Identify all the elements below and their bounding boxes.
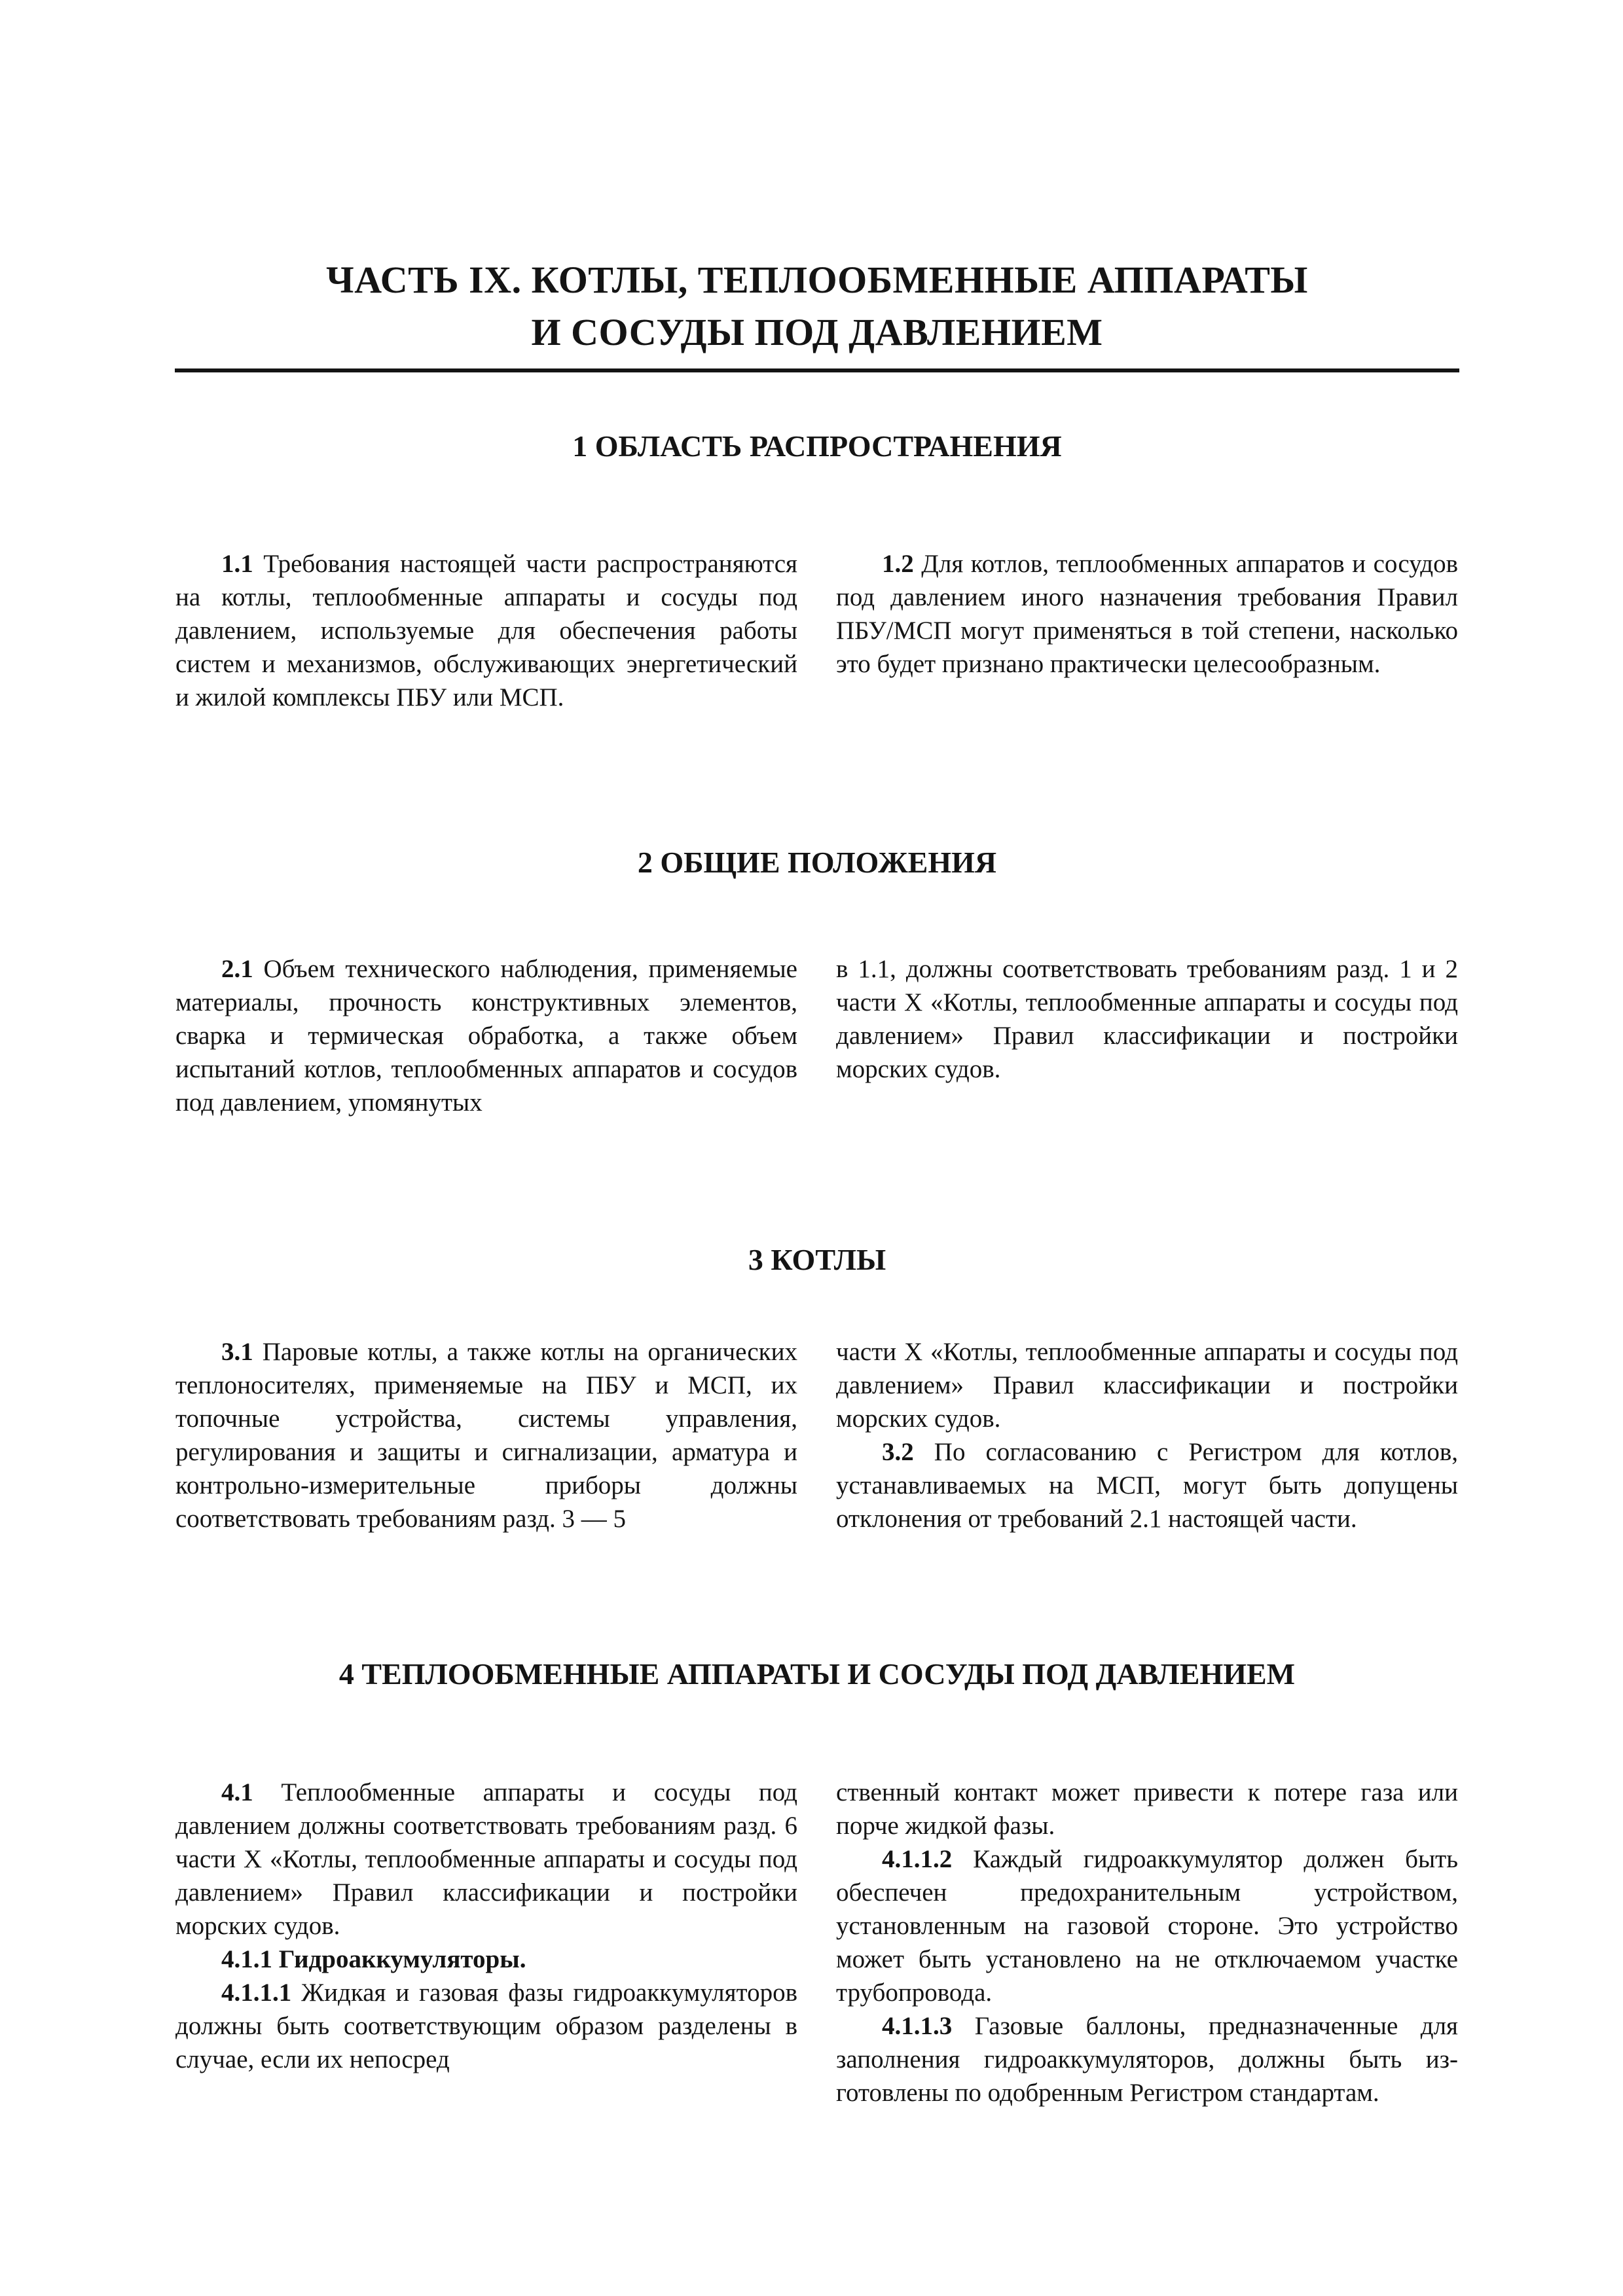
clause-text: Паровые котлы, а также котлы на органических теплоносителях, применяемые на ПБУ и МСП, их топочные устройства, системы управления, регулирования и защиты и сигнализации, арматура и контрольно-измерительные приборы должны соответствовать требованиям разд. 3 — 5 <box>175 1338 797 1533</box>
section-3-heading: 3 КОТЛЫ <box>748 1243 886 1276</box>
part-title-line-2: И СОСУДЫ ПОД ДАВЛЕНИЕМ <box>531 311 1103 353</box>
section-3-right-column <box>836 1335 1458 1535</box>
paragraph-4-1-1-3 <box>836 2009 1458 2109</box>
clause-number: 4.1.1.3 <box>882 2012 953 2040</box>
paragraph-2-1-continued <box>836 952 1458 1086</box>
section-1-heading: 1 ОБЛАСТЬ РАСПРОСТРАНЕНИЯ <box>572 429 1062 463</box>
clause-text: части X «Котлы, теплообменные аппараты и сосуды под давлением» Правил классификации и постройки морских судов. <box>836 1338 1458 1433</box>
section-4-right-column <box>836 1776 1458 2109</box>
clause-text: в 1.1, должны соответствовать требованиям разд. 1 и 2 части X «Котлы, теплообменные аппараты и сосуды под давлением» Правил классификации и постройки морских судов. <box>836 955 1458 1083</box>
clause-text: Газовые баллоны, предназначенные для заполнения гидроаккумуляторов, должны быть изготовлены по одобренным Регистром стандартам. <box>836 2012 1458 2107</box>
clause-number: 4.1 <box>221 1778 253 1806</box>
clause-text: Объем технического наблюдения, применяемые материалы, прочность конструктивных элементов, сварка и термическая обработка, а также объем испытаний котлов, теплообменных аппаратов и сосудов под давлением, упомянутых <box>175 955 797 1117</box>
paragraph-4-1-1-1 <box>175 1976 797 2076</box>
section-3-left-column <box>175 1335 797 1535</box>
paragraph-1-2 <box>836 547 1458 681</box>
paragraph-4-1 <box>175 1776 797 1943</box>
clause-text: По согласованию с Регистром для котлов, устанавливаемых на МСП, могут быть допущены отклонения от требований 2.1 настоящей части. <box>836 1438 1458 1533</box>
paragraph-3-1 <box>175 1335 797 1535</box>
paragraph-3-2 <box>836 1435 1458 1535</box>
clause-text: Каждый гидроаккумулятор должен быть обеспечен предохранительным устройством, установленным на газовой стороне. Это устройство может быть установлено на не отключаемом участке трубопровода. <box>836 1845 1458 2007</box>
section-4-left-column <box>175 1776 797 2076</box>
paragraph-4-1-1-2 <box>836 1842 1458 2009</box>
section-4-heading: 4 ТЕПЛООБМЕННЫЕ АППАРАТЫ И СОСУДЫ ПОД ДАВЛЕНИЕМ <box>338 1657 1296 1691</box>
clause-text: Требования настоящей части распространяются на котлы, теплообменные аппараты и сосуды под давлением, используемые для обеспечения работы систем и механизмов, обслуживающих энергетический и жилой комплексы ПБУ или МСП. <box>175 550 797 711</box>
clause-number: 1.2 <box>882 550 914 578</box>
clause-number: 1.1 <box>221 550 253 578</box>
subsection-heading: 4.1.1 Гидроаккумуляторы. <box>221 1945 526 1973</box>
clause-number: 4.1.1.1 <box>221 1979 292 2007</box>
paragraph-3-1-continued <box>836 1335 1458 1435</box>
clause-text: ственный контакт может привести к потере газа или порче жидкой фазы. <box>836 1778 1458 1840</box>
section-1-right-column <box>836 547 1458 681</box>
paragraph-4-1-1-1-continued <box>836 1776 1458 1842</box>
title-divider <box>175 368 1459 372</box>
clause-number: 3.2 <box>882 1438 914 1466</box>
clause-text: Жидкая и газовая фазы гидроаккумуляторов должны быть соответствующим образом разделены в случае, если их непосред <box>175 1979 797 2073</box>
paragraph-1-1 <box>175 547 797 714</box>
clause-number: 4.1.1.2 <box>882 1845 953 1873</box>
section-2-right-column <box>836 952 1458 1086</box>
paragraph-4-1-1-heading <box>175 1943 797 1976</box>
section-2-left-column <box>175 952 797 1119</box>
section-2-heading: 2 ОБЩИЕ ПОЛОЖЕНИЯ <box>637 846 997 879</box>
clause-text: Для котлов, теплообменных аппаратов и сосудов под давлением иного назначения требования Правил ПБУ/МСП могут применяться в той степени, насколько это будет признано практически целесообразным. <box>836 550 1458 678</box>
paragraph-2-1 <box>175 952 797 1119</box>
part-title-line-1: ЧАСТЬ IX. КОТЛЫ, ТЕПЛООБМЕННЫЕ АППАРАТЫ <box>326 259 1308 301</box>
clause-text: Теплообменные аппараты и сосуды под давлением должны соответствовать требованиям разд. 6 части X «Котлы, теплообменные аппараты и сосуды под давлением» Правил классификации и постройки морских судов. <box>175 1778 797 1940</box>
section-1-left-column <box>175 547 797 714</box>
clause-number: 3.1 <box>221 1338 253 1366</box>
clause-number: 2.1 <box>221 955 253 983</box>
part-title <box>175 254 1459 359</box>
